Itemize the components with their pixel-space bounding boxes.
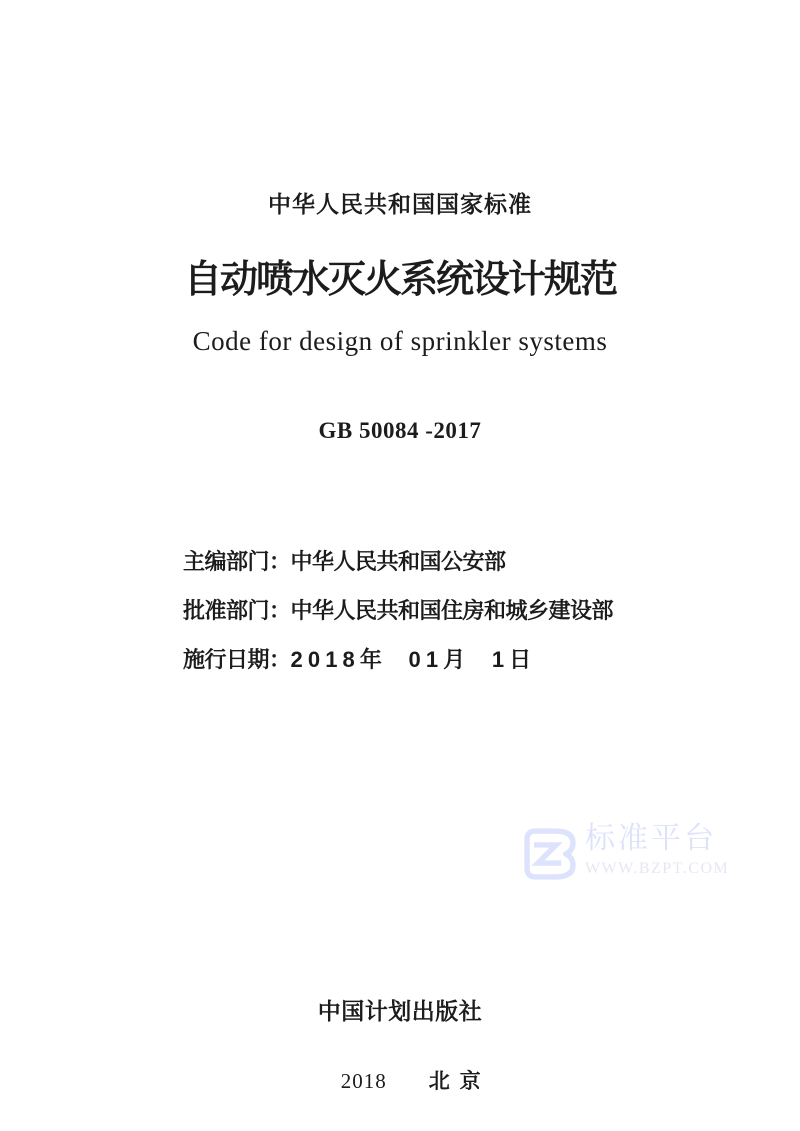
watermark-brand: 标准平台 [585, 822, 717, 855]
watermark [521, 824, 729, 882]
standard-category-label: 中华人民共和国国家标准 [268, 191, 532, 217]
document-title-en: Code for design of sprinkler systems [192, 326, 608, 356]
document-title-zh: 自动喷水灭火系统设计规范 [183, 259, 616, 301]
standard-number: GB 50084 -2017 [318, 418, 482, 443]
approval-department-row [183, 600, 613, 622]
publication-city: 北 京 [428, 1070, 483, 1093]
effective-date-value: 2 0 1 8 年 0 1 月 1 日 [290, 647, 531, 672]
approval-department-value: 中华人民共和国住房和城乡建设部 [290, 598, 614, 623]
publication-year: 2018 [340, 1069, 387, 1093]
approval-department-label: 批准部门： [183, 598, 291, 623]
bzpt-logo-icon [521, 826, 579, 882]
imprint-line [0, 1041, 800, 1119]
chief-editor-row [183, 551, 613, 573]
watermark-url: WWW.BZPT.COM [585, 860, 730, 877]
chief-editor-label: 主编部门： [183, 549, 291, 574]
effective-date-row [183, 649, 613, 671]
watermark-text [585, 824, 729, 877]
effective-date-label: 施行日期： [183, 647, 291, 672]
publisher-name: 中国计划出版社 [317, 998, 483, 1024]
publication-details [183, 551, 613, 698]
chief-editor-value: 中华人民共和国公安部 [290, 549, 506, 574]
